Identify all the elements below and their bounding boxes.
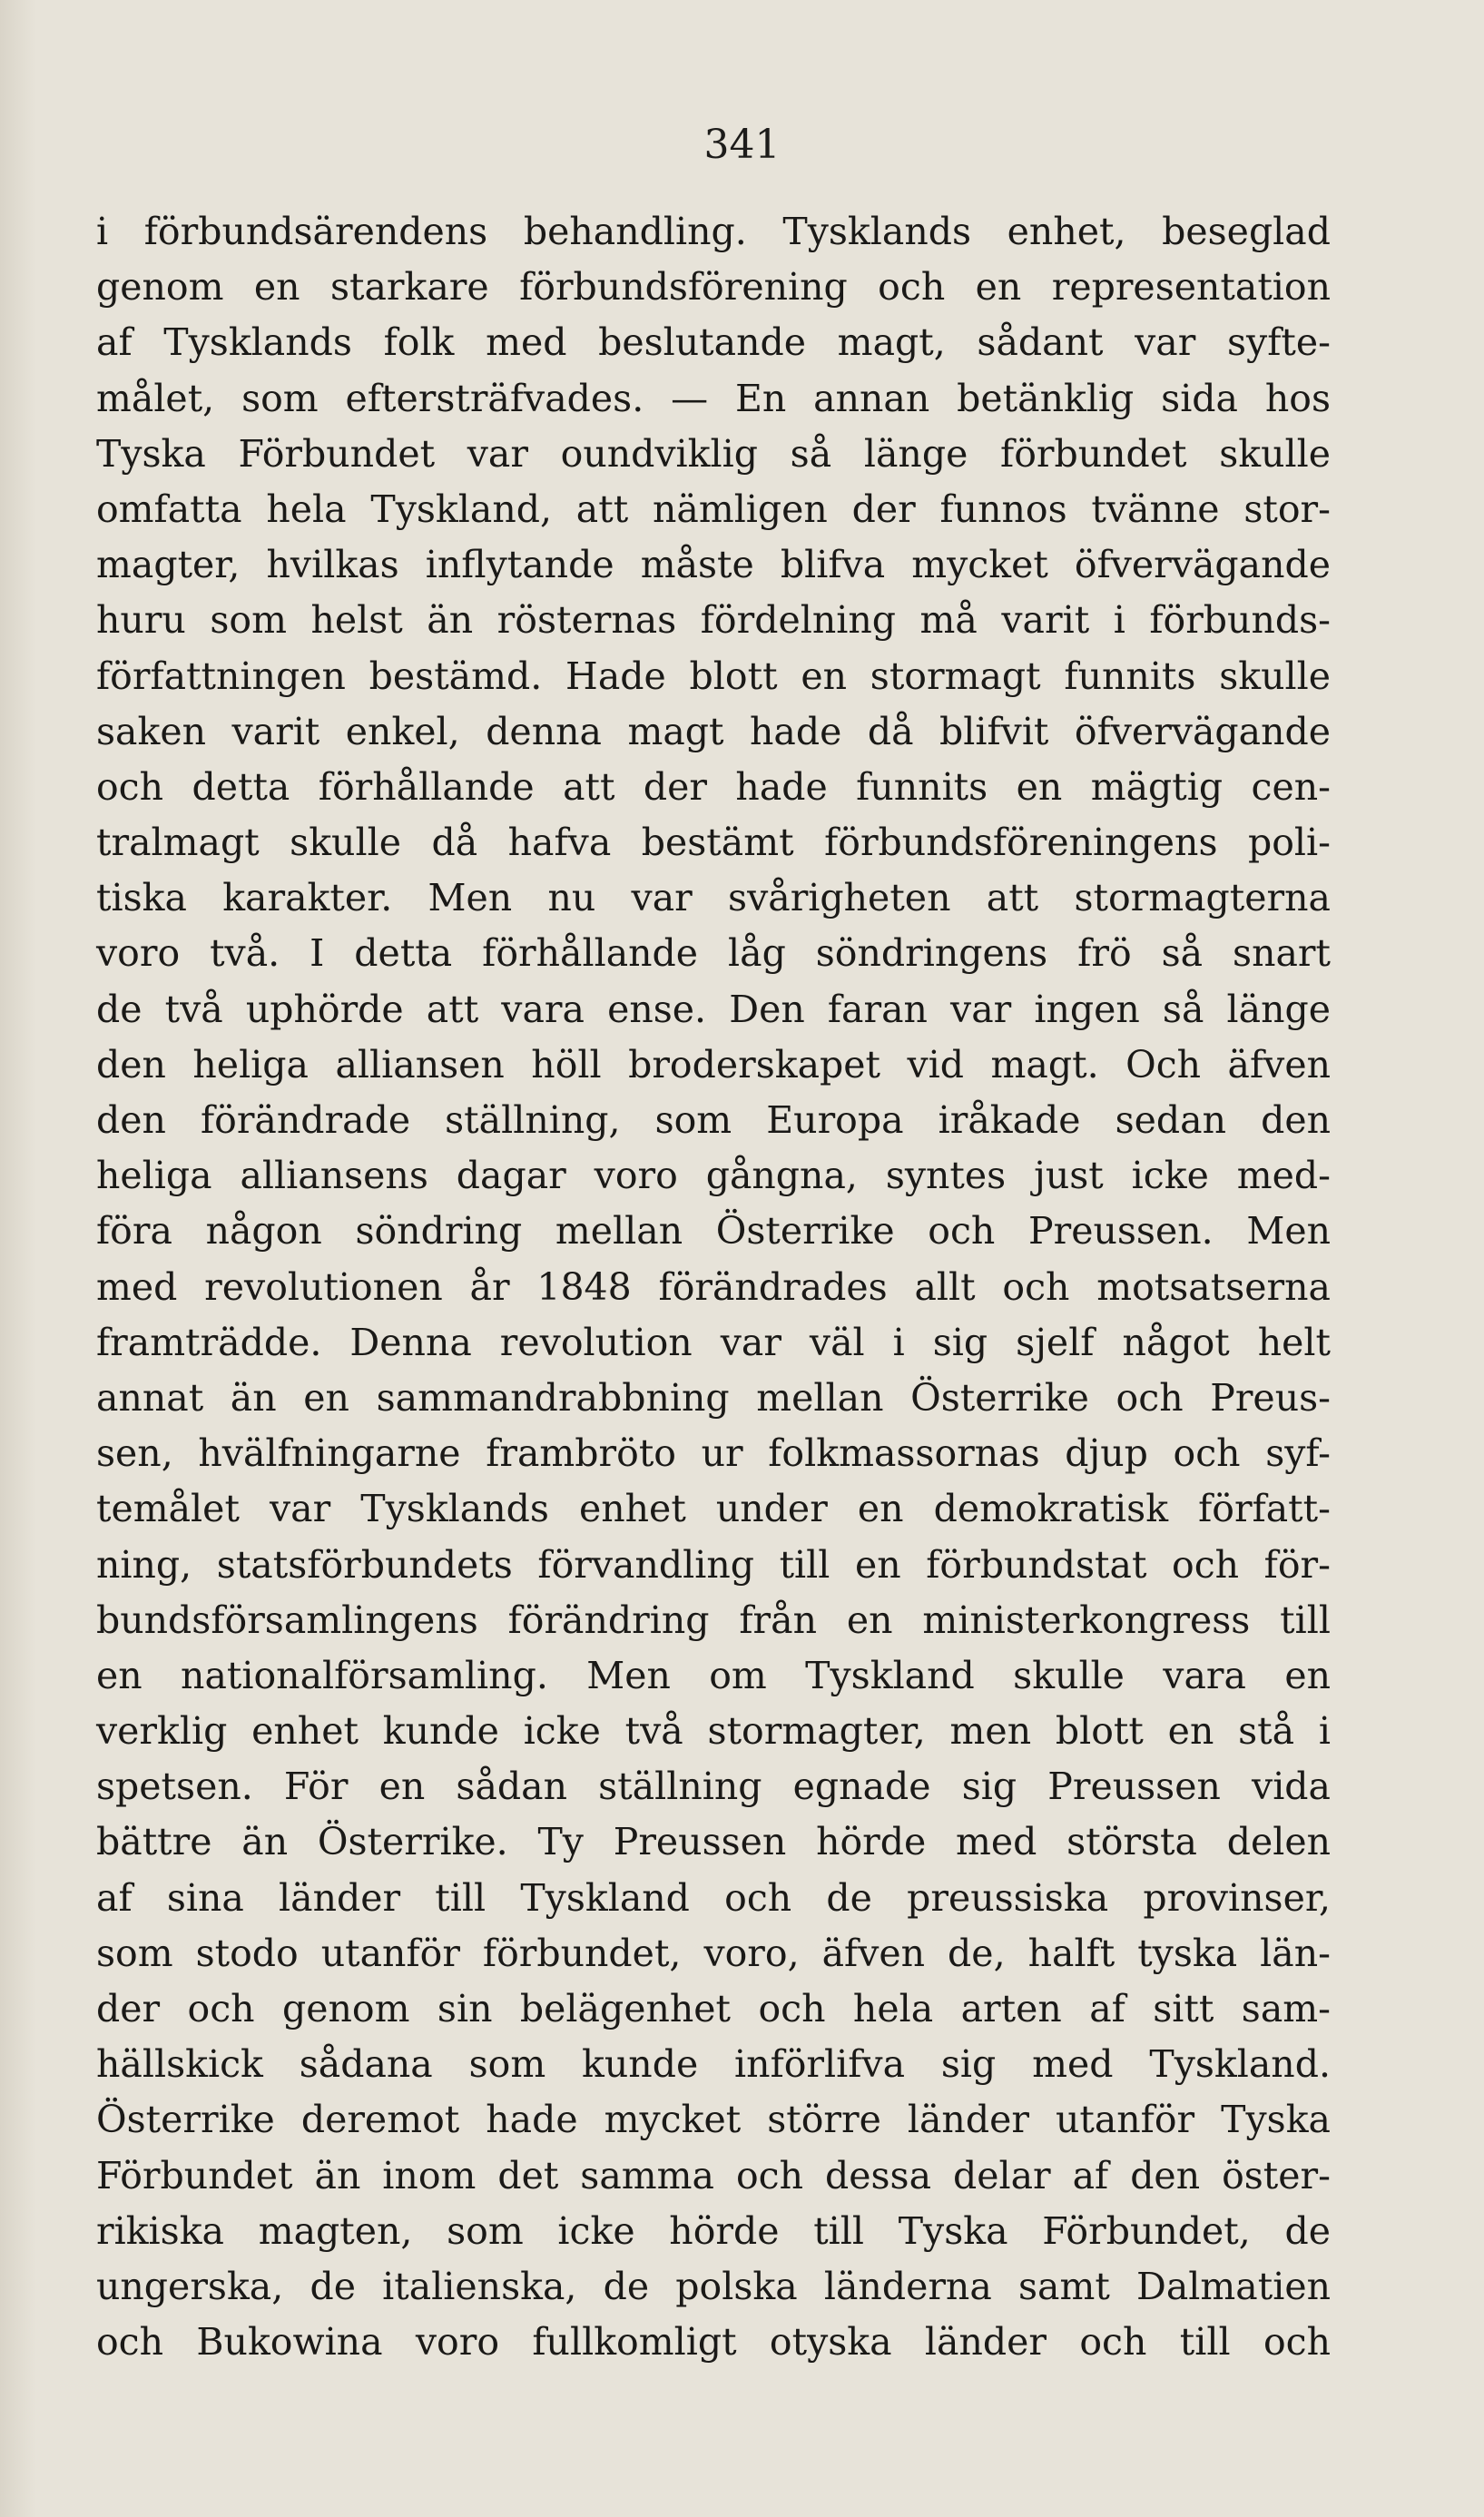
body-text xyxy=(96,204,1331,2370)
text-line: Förbundet än inom det samma och dessa delar af den öster- xyxy=(96,2153,1331,2197)
text-line: Österrike deremot hade mycket större länder utanför Tyska xyxy=(96,2098,1331,2142)
text-line: verklig enhet kunde icke två stormagter, men blott en stå i xyxy=(96,1709,1331,1754)
text-line: bundsförsamlingens förändring från en ministerkongress till xyxy=(96,1598,1331,1642)
text-line: ning, statsförbundets förvandling till en förbundstat och för- xyxy=(96,1542,1331,1587)
text-line: genom en starkare förbundsförening och en representation xyxy=(96,265,1331,310)
text-line: författningen bestämd. Hade blott en stormagt funnits skulle xyxy=(96,654,1331,698)
text-line: och detta förhållande att der hade funnits en mägtig cen- xyxy=(96,764,1331,809)
text-line: der och genom sin belägenhet och hela arten af sitt sam- xyxy=(96,1987,1331,2030)
text-line: sen, hvälfningarne frambröto ur folkmassornas djup och syf- xyxy=(96,1431,1331,1476)
text-line: af sina länder till Tyskland och de preussiska provinser, xyxy=(96,1875,1331,1920)
text-line: bättre än Österrike. Ty Preussen hörde med största delen xyxy=(96,1820,1331,1864)
text-line: hällskick sådana som kunde införlifva sig med Tyskland. xyxy=(96,2042,1331,2087)
text-line: med revolutionen år 1848 förändrades allt och motsatserna xyxy=(96,1264,1331,1309)
text-line: en nationalförsamling. Men om Tyskland skulle vara en xyxy=(96,1653,1331,1697)
text-line: huru som helst än rösternas fördelning må varit i förbunds- xyxy=(96,598,1331,643)
text-line: den förändrade ställning, som Europa iråkade sedan den xyxy=(96,1098,1331,1142)
text-line: omfatta hela Tyskland, att nämligen der funnos tvänne stor- xyxy=(96,487,1331,531)
text-line: ungerska, de italienska, de polska länderna samt Dalmatien xyxy=(96,2264,1331,2308)
page-number: 341 xyxy=(703,122,781,168)
text-line: tiska karakter. Men nu var svårigheten att stormagterna xyxy=(96,876,1331,920)
text-line: i förbundsärendens behandling. Tysklands enhet, beseglad xyxy=(96,210,1331,253)
text-line: spetsen. För en sådan ställning egnade sig Preussen vida xyxy=(96,1765,1331,1809)
text-line: tralmagt skulle då hafva bestämt förbundsföreningens poli- xyxy=(96,821,1331,865)
text-line: som stodo utanför förbundet, voro, äfven de, halft tyska län- xyxy=(96,1931,1331,1975)
page-edge-shadow xyxy=(0,0,36,2517)
text-line: och Bukowina voro fullkomligt otyska länder och till och xyxy=(96,2320,1331,2365)
text-line: annat än en sammandrabbning mellan Österrike och Preus- xyxy=(96,1375,1331,1420)
text-line: af Tysklands folk med beslutande magt, sådant var syfte- xyxy=(96,320,1331,365)
text-line: de två uphörde att vara ense. Den faran var ingen så länge xyxy=(96,987,1331,1031)
text-line: föra någon söndring mellan Österrike och Preussen. Men xyxy=(96,1209,1331,1254)
text-line: den heliga alliansen höll broderskapet vid magt. Och äfven xyxy=(96,1042,1331,1086)
text-line: rikiska magten, som icke hörde till Tyska Förbundet, de xyxy=(96,2208,1331,2253)
text-line: magter, hvilkas inflytande måste blifva mycket öfvervägande xyxy=(96,543,1331,587)
text-line: Tyska Förbundet var oundviklig så länge förbundet skulle xyxy=(96,431,1331,476)
text-line: framträdde. Denna revolution var väl i sig sjelf något helt xyxy=(96,1320,1331,1364)
text-line: temålet var Tysklands enhet under en demokratisk författ- xyxy=(96,1487,1331,1531)
text-line: målet, som eftersträfvades. — En annan betänklig sida hos xyxy=(96,376,1331,420)
text-line: heliga alliansens dagar voro gångna, syntes just icke med- xyxy=(96,1154,1331,1198)
text-line: saken varit enkel, denna magt hade då blifvit öfvervägande xyxy=(96,709,1331,753)
text-line: voro två. I detta förhållande låg söndringens frö så snart xyxy=(96,931,1331,976)
